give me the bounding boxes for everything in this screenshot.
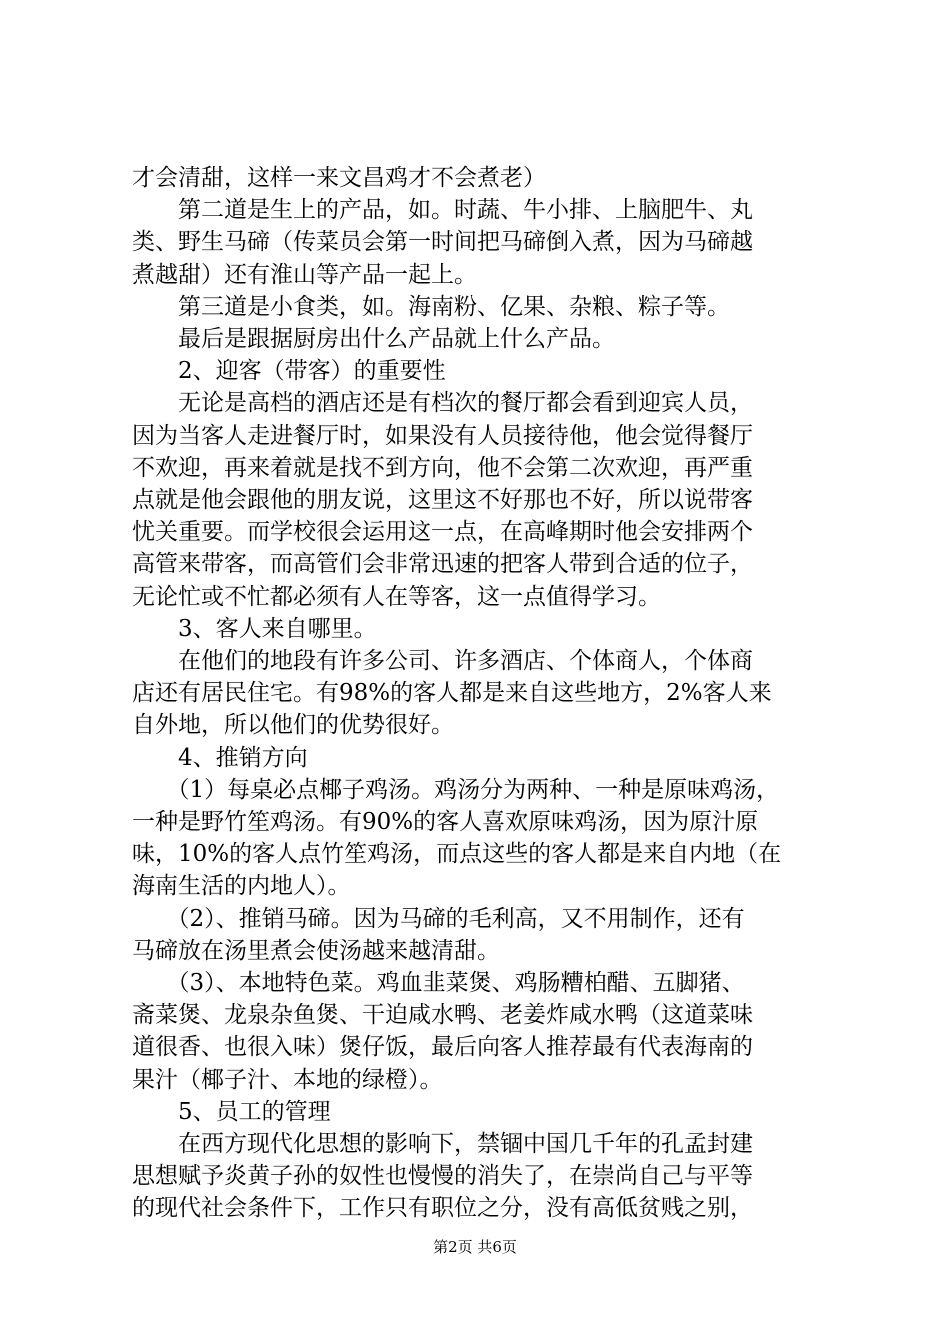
text-line: 在西方现代化思想的影响下，禁锢中国几千年的孔孟封建 bbox=[132, 1131, 753, 1157]
text-line: 海南生活的内地人）。 bbox=[132, 873, 351, 900]
text-line: 第二道是生上的产品，如。时蔬、牛小排、上脑肥牛、丸 bbox=[132, 197, 753, 224]
text-line: （3）、本地特色菜。鸡血韭菜煲、鸡肠糟柏醋、五脚猪、 bbox=[132, 970, 745, 996]
text-line: 2、迎客（带客）的重要性 bbox=[132, 358, 446, 385]
text-line: 无论忙或不忙都必须有人在等客，这一点值得学习。 bbox=[132, 583, 661, 610]
text-line: 最后是跟据厨房出什么产品就上什么产品。 bbox=[132, 326, 615, 352]
text-line: 的现代社会条件下，工作只有职位之分，没有高低贫贱之别， bbox=[132, 1195, 753, 1222]
text-line: 高管来带客，而高管们会非常迅速的把客人带到合适的位子， bbox=[132, 551, 753, 578]
text-line: 道很香、也很入味）煲仔饭，最后向客人推荐最有代表海南的 bbox=[132, 1034, 753, 1061]
text-line: 忧关重要。而学校很会运用这一点，在高峰期时他会安排两个 bbox=[132, 519, 753, 546]
text-line: （1）每桌必点椰子鸡汤。鸡汤分为两种、一种是原味鸡汤， bbox=[132, 776, 780, 803]
text-line: 点就是他会跟他的朋友说，这里这不好那也不好，所以说带客 bbox=[132, 487, 753, 513]
text-line: 一种是野竹笙鸡汤。有90%的客人喜欢原味鸡汤，因为原汁原 bbox=[132, 809, 759, 835]
text-line: 3、客人来自哪里。 bbox=[132, 615, 377, 642]
text-line: 思想赋予炎黄子孙的奴性也慢慢的消失了，在崇尚自己与平等 bbox=[132, 1163, 753, 1190]
text-line: （2）、推销马碲。因为马碲的毛利高，又不用制作，还有 bbox=[132, 905, 745, 932]
text-line: 不欢迎，再来着就是找不到方向，他不会第二次欢迎，再严重 bbox=[132, 454, 753, 481]
text-line: 才会清甜，这样一来文昌鸡才不会煮老） bbox=[132, 165, 546, 191]
text-line: 果汁（椰子汁、本地的绿橙）。 bbox=[132, 1066, 443, 1093]
text-line: 味，10%的客人点竹笙鸡汤，而点这些的客人都是来自内地（在 bbox=[132, 841, 782, 868]
text-line: 4、推销方向 bbox=[132, 744, 308, 771]
text-line: 因为当客人走进餐厅时，如果没有人员接待他，他会觉得餐厅 bbox=[132, 422, 753, 449]
text-line: 5、员工的管理 bbox=[132, 1098, 331, 1125]
page-footer: 第2页 共6页 bbox=[433, 1238, 517, 1256]
text-line: 在他们的地段有许多公司、许多酒店、个体商人，个体商 bbox=[132, 648, 753, 674]
text-line: 煮越甜）还有淮山等产品一起上。 bbox=[132, 261, 477, 288]
text-line: 自外地，所以他们的优势很好。 bbox=[132, 712, 454, 739]
text-line: 无论是高档的酒店还是有档次的餐厅都会看到迎宾人员， bbox=[132, 390, 753, 417]
text-line: 第三道是小食类，如。海南粉、亿果、杂粮、粽子等。 bbox=[132, 293, 730, 320]
text-line: 店还有居民住宅。有98%的客人都是来自这些地方，2%客人来 bbox=[132, 680, 772, 707]
text-line: 马碲放在汤里煮会使汤越来越清甜。 bbox=[132, 937, 500, 964]
text-line: 斋菜煲、龙泉杂鱼煲、干迫咸水鸭、老姜炸咸水鸭（这道菜味 bbox=[132, 1002, 753, 1029]
text-line: 类、野生马碲（传菜员会第一时间把马碲倒入煮，因为马碲越 bbox=[132, 229, 753, 256]
